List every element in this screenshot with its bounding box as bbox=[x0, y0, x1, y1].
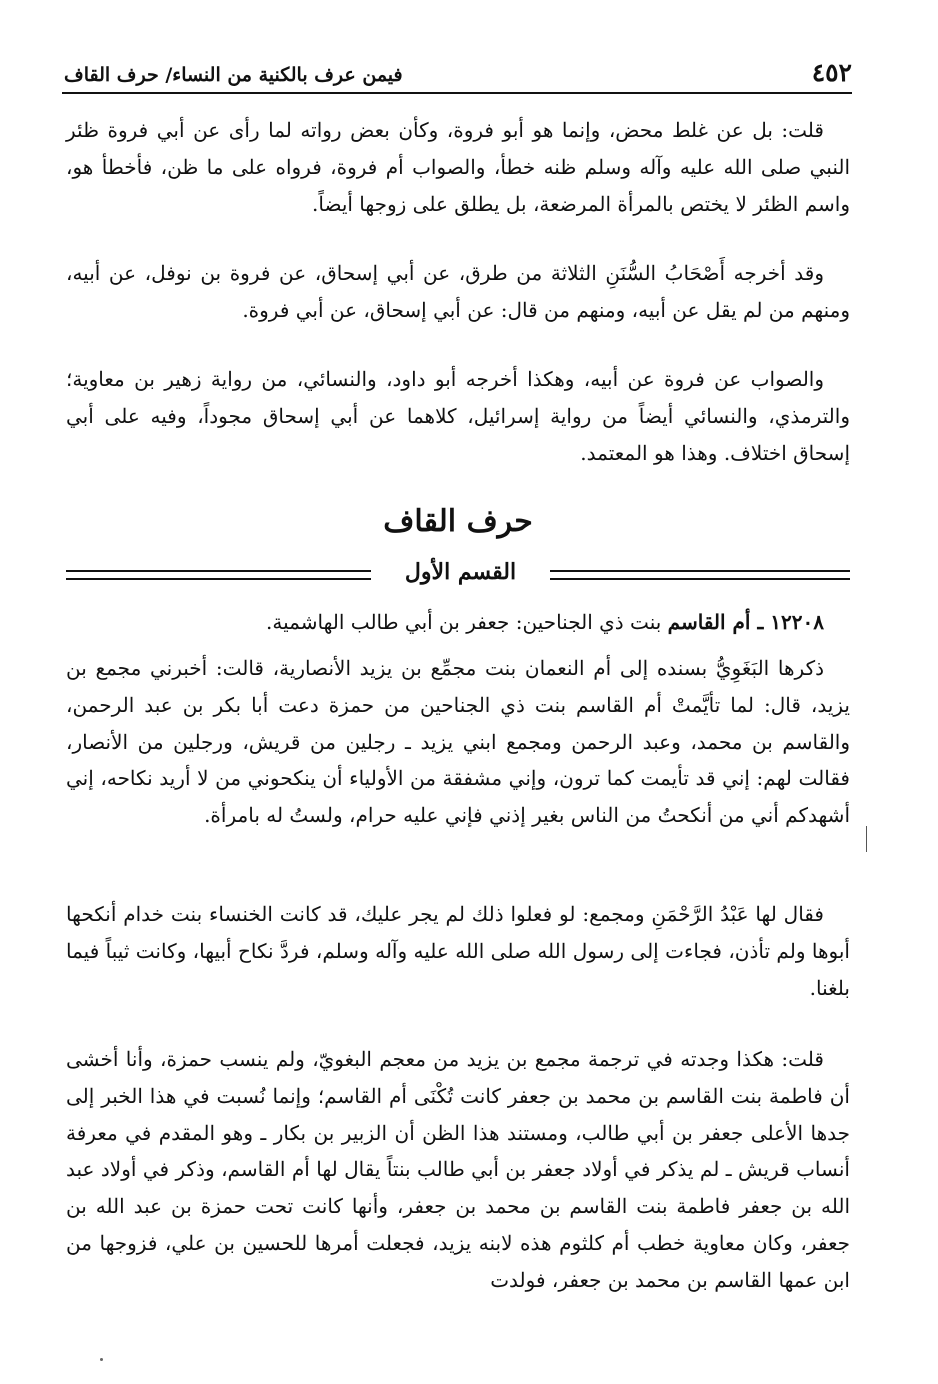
paragraph bbox=[66, 255, 850, 329]
entry-description: بنت ذي الجناحين: جعفر بن أبي طالب الهاشمية. bbox=[266, 610, 662, 634]
paragraph-text: قلت: بل عن غلط محض، وإنما هو أبو فروة، وكأن بعض رواته لما رأى عن أبي فروة ظئر النبي صلى الله عليه وآله وسلم ظنه خطأ، والصواب أم فروة، فرواه على ما ظن، فأخطأ هو، واسم الظئر لا يختص بالمرأة المرضعة، بل يطلق على زوجها أيضاً. bbox=[66, 118, 850, 216]
running-header bbox=[62, 58, 852, 94]
paragraph bbox=[66, 650, 850, 834]
subsection-divider bbox=[66, 552, 850, 596]
running-header-title: فيمن عرف بالكنية من النساء/ حرف القاف bbox=[64, 64, 403, 86]
scan-speck bbox=[100, 1358, 103, 1361]
paragraph bbox=[66, 1041, 850, 1299]
paragraph-text: قلت: هكذا وجدته في ترجمة مجمع بن يزيد من معجم البغويّ، ولم ينسب حمزة، وأنا أخشى أن فاطمة بنت القاسم بن محمد بن جعفر كانت تُكْنَى أم القاسم؛ وإنما نُسبت في هذا الخبر إلى جدها الأعلى جعفر بن أبي طالب، ومستند هذا الظن أن الزبير بن بكار ـ وهو المقدم في معرفة أنساب قريش ـ لم يذكر في أولاد جعفر بن أبي طالب بنتاً يقال لها أم القاسم، وذكر في أولاد عبد الله بن جعفر فاطمة بنت القاسم بن محمد بن جعفر، وأنها كانت تحت حمزة بن عبد الله بن جعفر، وكان معاوية خطب أم كلثوم هذه لابنه يزيد، فجعلت أمرها للحسين بن علي، فزوجها من ابن عمها القاسم بن محمد بن جعفر، فولدت bbox=[66, 1047, 850, 1292]
paragraph bbox=[66, 896, 850, 1006]
entry-heading bbox=[66, 604, 850, 640]
subsection-heading: القسم الأول bbox=[404, 559, 517, 585]
margin-mark bbox=[866, 826, 869, 852]
double-rule-divider bbox=[66, 570, 371, 580]
paragraph-text: ذكرها البَغَوِيُّ بسنده إلى أم النعمان بنت مجمِّع بن يزيد الأنصارية، قالت: أخبرني مجمع بن يزيد، قال: لما تأيَّمتْ أم القاسم بنت ذي الجناحين من حمزة دعت أبا بكر بن عبد الرحمن، والقاسم بن محمد، وعبد الرحمن ومجمع ابني يزيد ـ رجلين من قريش، ورجلين من الأنصار، فقالت لهم: إني قد تأيمت كما ترون، وإني مشفقة من الأولياء أن ينكحوني من لا أريد نكاحه، إني أشهدكم أني من أنكحتُ من الناس بغير إذني فإني عليه حرام، ولستُ له بامرأة. bbox=[66, 656, 850, 828]
entry-number-title: ١٢٢٠٨ ـ أم القاسم bbox=[667, 610, 824, 634]
paragraph bbox=[66, 361, 850, 471]
paragraph-text: والصواب عن فروة عن أبيه، وهكذا أخرجه أبو داود، والنسائي، من رواية زهير بن معاوية؛ والترمذي، والنسائي أيضاً من رواية إسرائيل، كلاهما عن أبي إسحاق مجوداً، وفيه على أبي إسحاق اختلاف. وهذا هو المعتمد. bbox=[66, 367, 850, 465]
section-heading: حرف القاف bbox=[383, 504, 533, 539]
paragraph-text: فقال لها عَبْدُ الرَّحْمَنِ ومجمع: لو فعلوا ذلك لم يجر عليك، قد كانت الخنساء بنت خدام أنكحها أبوها ولم تأذن، فجاءت إلى رسول الله صلى الله عليه وآله وسلم، فردَّ نكاح أبيها، وكانت ثيباً فيما بلغنا. bbox=[66, 902, 850, 1000]
paragraph bbox=[66, 112, 850, 222]
paragraph-text: وقد أخرجه أَصْحَابُ السُّنَنِ الثلاثة من طرق، عن أبي إسحاق، عن فروة بن نوفل، عن أبيه، ومنهم من لم يقل عن أبيه، ومنهم من قال: عن أبي إسحاق، عن أبي فروة. bbox=[66, 261, 850, 322]
page-number: ٤٥٢ bbox=[811, 58, 852, 87]
double-rule-divider bbox=[550, 570, 850, 580]
